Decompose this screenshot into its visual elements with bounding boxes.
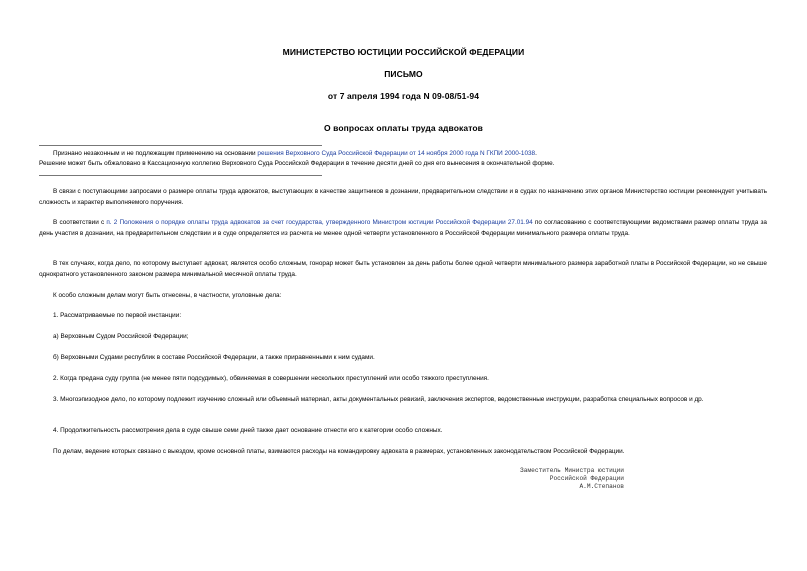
date-number-heading: от 7 апреля 1994 года N 09-08/51-94 bbox=[327, 91, 480, 101]
paragraph-11: По делам, ведение которых связано с выездом, кроме основной платы, взимаются расходы на командировку адвоката в размерах, установленных законодательством Российской Федерации. bbox=[53, 448, 625, 455]
status-note bbox=[39, 149, 767, 169]
paragraph-5: 1. Рассматриваемые по первой инстанции: bbox=[53, 312, 182, 319]
signature-name: А.М.Степанов bbox=[579, 483, 624, 490]
paragraph-8: 2. Когда предана суду группа (не менее пяти подсудимых), обвиняемая в совершении нескольких преступлений или особо тяжкого преступления. bbox=[53, 375, 489, 382]
paragraph-10: 4. Продолжительность рассмотрения дела в суде свыше семи дней также дает основание отнести его к категории особо сложных. bbox=[53, 427, 443, 434]
paragraph-1: В связи с поступающими запросами о размере оплаты труда адвокатов, выступающих в качестве защитников в дознании, предварительном следствии и в судах по назначению этих органов Министерство юстиции рекомендует учитывать сложность и характер выполняемого поручения. bbox=[39, 188, 767, 206]
regulation-link[interactable]: п. 2 Положения о порядке оплаты труда адвокатов за счет государства, утвержденного Министром юстиции Российской Федерации 27.01.94 bbox=[106, 219, 533, 226]
paragraph-2-post: по согласованию с соответствующими ведомствами размер оплаты труда за день участия в дознании, на предварительном следствии и в суде определяется из расчета не менее одной четверти установленного в Российской Федерации минимального размера оплаты труда. bbox=[39, 219, 767, 237]
paragraph-2 bbox=[39, 218, 767, 239]
doc-type-heading: ПИСЬМО bbox=[384, 69, 423, 79]
note-line2-text: Решение может быть обжаловано в Кассационную коллегию Верховного Суда Российской Федерации в течение десяти дней со дня его вынесения в окончательной форме. bbox=[39, 160, 555, 167]
paragraph-2-pre: В соответствии с bbox=[53, 219, 107, 226]
note-line1-text: Признано незаконным и не подлежащим применению на основании bbox=[53, 150, 258, 157]
paragraph-6: а) Верховным Судом Российской Федерации; bbox=[53, 333, 189, 340]
signature-org: Российской Федерации bbox=[549, 475, 624, 482]
paragraph-9: 3. Многоэпизодное дело, по которому подлежит изучению сложный или объемный материал, акты документальных ревизий, заключения экспертов, ведомственные инструкции, разработка специальных вопросов и др. bbox=[53, 396, 704, 403]
paragraph-4: К особо сложным делам могут быть отнесены, в частности, уголовные дела: bbox=[53, 292, 282, 299]
signature-title: Заместитель Министра юстиции bbox=[520, 467, 624, 474]
note-bottom-rule bbox=[39, 175, 322, 176]
note-line1-end: . bbox=[535, 150, 537, 157]
paragraph-7: б) Верховными Судами республик в составе Российской Федерации, а также приравненными к ним судами. bbox=[53, 354, 375, 361]
note-top-rule bbox=[39, 145, 322, 146]
ministry-heading: МИНИСТЕРСТВО ЮСТИЦИИ РОССИЙСКОЙ ФЕДЕРАЦИИ bbox=[282, 47, 525, 57]
paragraph-3: В тех случаях, когда дело, по которому выступает адвокат, является особо сложным, гонорар может быть установлен за день работы более одной четверти минимального размера заработной платы в Российской Федерации, но не свыше однократного установленного законом размера минимальной месячной оплаты труда. bbox=[39, 260, 767, 278]
signature-block bbox=[520, 467, 624, 491]
subject-heading: О вопросах оплаты труда адвокатов bbox=[324, 123, 483, 133]
court-decision-link[interactable]: решения Верховного Суда Российской Федерации от 14 ноября 2000 года N ГКПИ 2000-1038 bbox=[257, 150, 536, 157]
